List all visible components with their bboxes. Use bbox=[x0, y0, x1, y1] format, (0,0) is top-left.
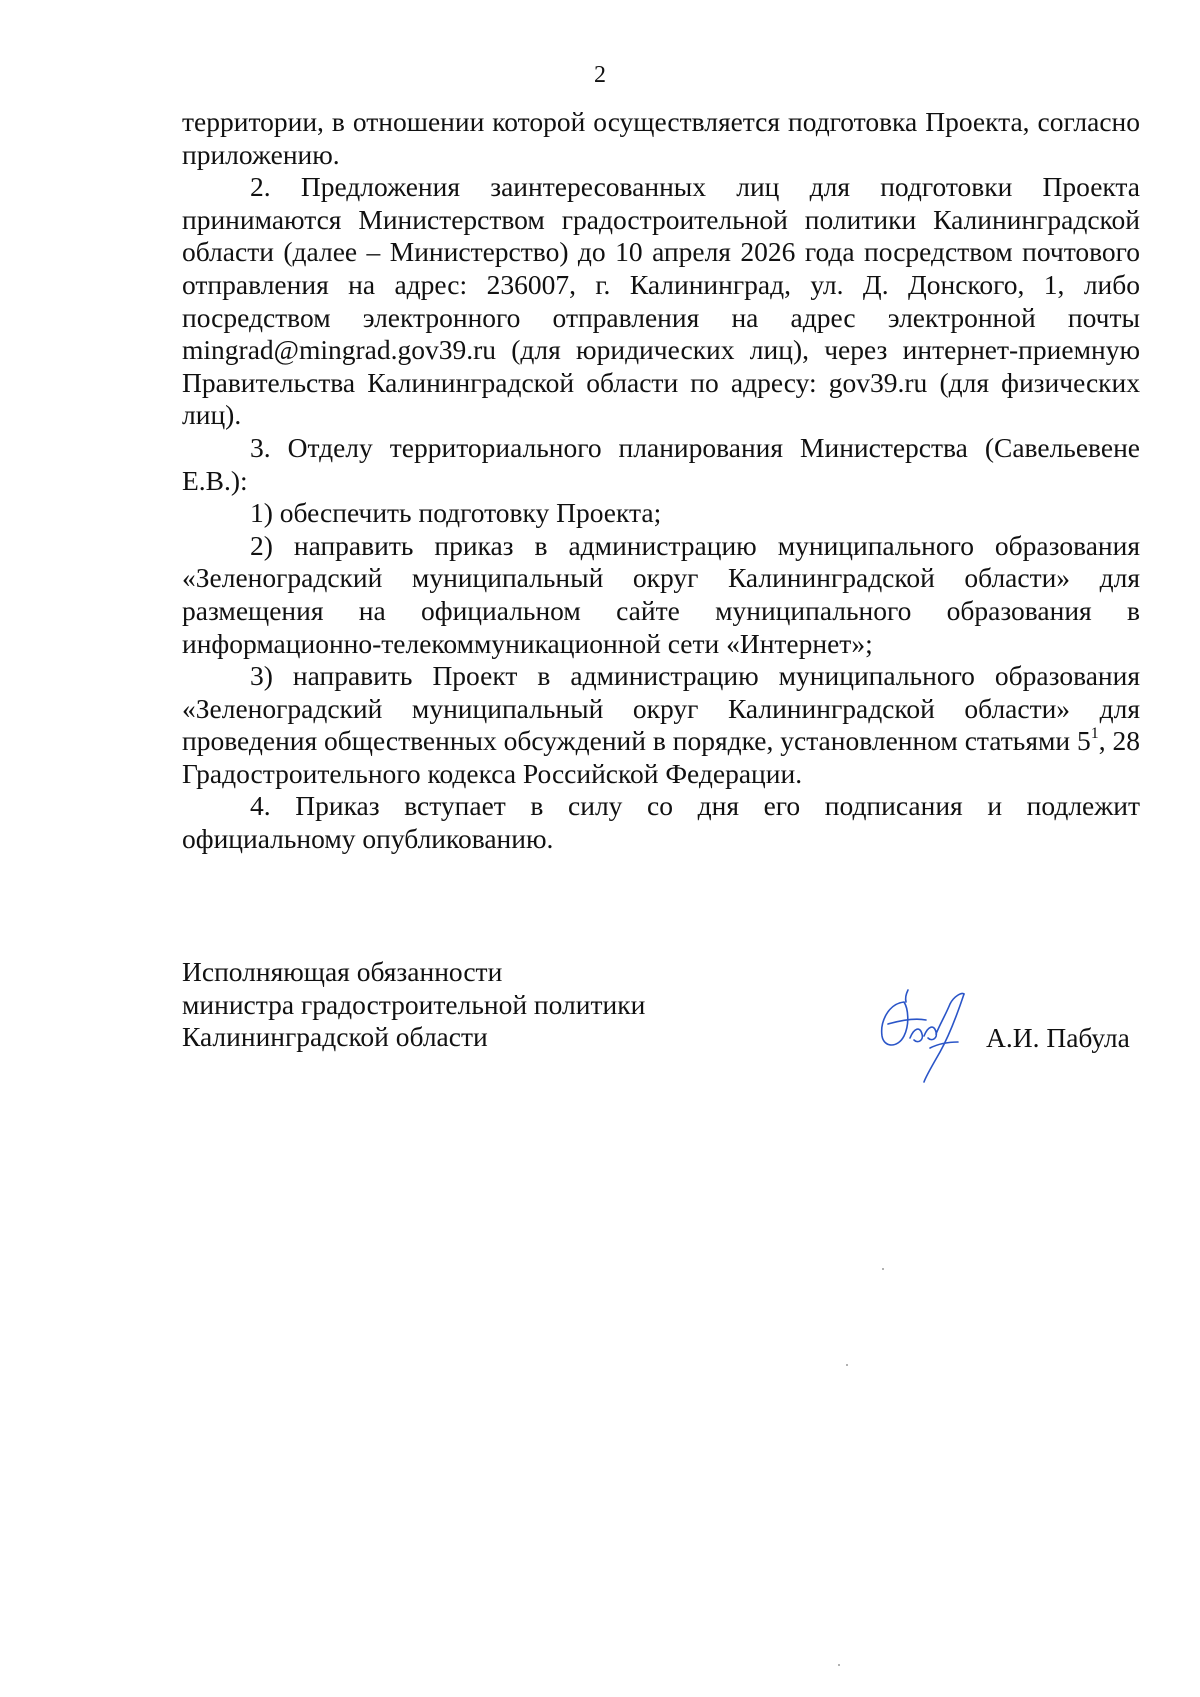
subitem-3-text: 3) направить Проект в администрацию муниципального образования «Зеленоградский муниципальный округ Калининградской области» для проведения общественных обсуждений в порядке, установленном статьями 5 bbox=[182, 660, 1140, 757]
paragraph-item-2: 2. Предложения заинтересованных лиц для подготовки Проекта принимаются Министерством градостроительной политики Калининградской области (далее – Министерство) до 10 апреля 2026 года посредством почтового отправления на адрес: 236007, г. Калининград, ул. Д. Донского, 1, либо посредством электронного отправления на адрес электронной почты mingrad@mingrad.gov39.ru (для юридических лиц), через интернет-приемную Правительства Калининградской области по адресу: gov39.ru (для физических лиц). bbox=[182, 171, 1140, 431]
subitem-3-text-end: , 28 Градостроительного кодекса Российской Федерации. bbox=[182, 725, 1141, 789]
article-superscript: 1 bbox=[1090, 725, 1099, 743]
paragraph-item-3: 3. Отделу территориального планирования Министерства (Савельевене Е.В.): bbox=[182, 431, 1140, 496]
scan-speck bbox=[846, 1364, 848, 1366]
paragraph-item-4: 4. Приказ вступает в силу со дня его подписания и подлежит официальному опубликованию. bbox=[182, 790, 1140, 855]
scan-speck bbox=[838, 1664, 840, 1666]
signer-position-line: министра градостроительной политики bbox=[182, 988, 646, 1020]
paragraph-subitem-1: 1) обеспечить подготовку Проекта; bbox=[250, 497, 662, 529]
page-number: 2 bbox=[594, 62, 606, 88]
signer-position bbox=[182, 956, 645, 1054]
scan-speck bbox=[882, 1268, 884, 1270]
signer-name: А.И. Пабула bbox=[986, 1022, 1130, 1053]
paragraph-subitem-3 bbox=[182, 660, 1140, 790]
document-body bbox=[182, 106, 1140, 856]
handwritten-signature-icon bbox=[868, 978, 978, 1088]
paragraph-subitem-2: 2) направить приказ в администрацию муниципального образования «Зеленоградский муниципальный округ Калининградской области» для размещения на официальном сайте муниципального образования в информационно-телекоммуникационной сети «Интернет»; bbox=[182, 529, 1140, 659]
signer-position-line: Калининградской области bbox=[182, 1021, 488, 1053]
paragraph-territory: территории, в отношении которой осуществляется подготовка Проекта, согласно приложению. bbox=[182, 106, 1140, 170]
signer-position-line: Исполняющая обязанности bbox=[182, 956, 503, 987]
